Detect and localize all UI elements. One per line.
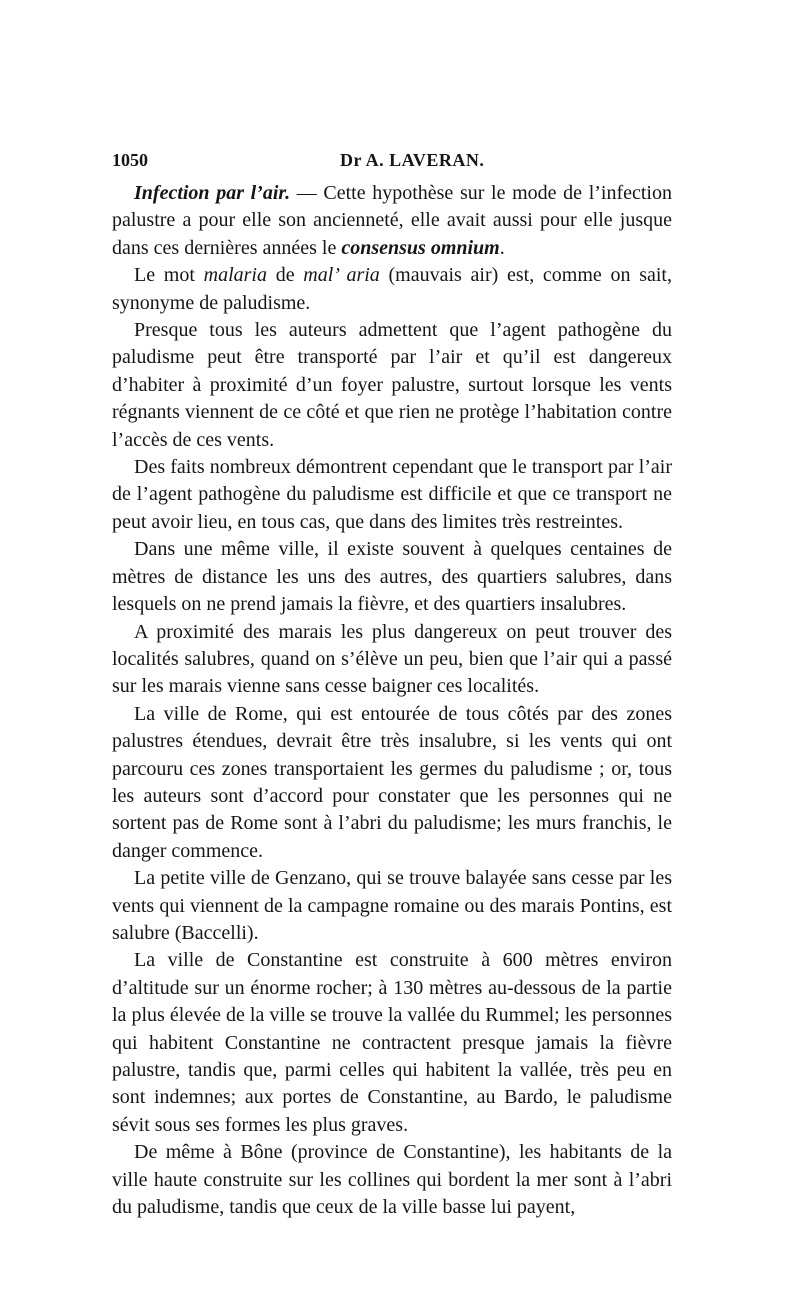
- paragraph: A proximité des marais les plus dangereux on peut trouver des localités salubres, quand on s’élève un peu, bien que l’air qui a passé sur les marais vienne sans cesse baigner ces localités.: [112, 620, 672, 698]
- paragraph-text: (mauvais air) est, comme on sait, synonyme de paludisme.: [112, 264, 672, 314]
- paragraph-malaria: [112, 262, 672, 317]
- paragraph: La petite ville de Genzano, qui se trouve balayée sans cesse par les vents qui viennent de la campagne romaine ou des marais Pontins, est salubre (Baccelli).: [112, 867, 672, 944]
- page-number: 1050: [112, 150, 148, 170]
- paragraph-text: Le mot: [134, 264, 204, 287]
- running-head: [112, 150, 672, 180]
- paragraph-infection-par-lair: [112, 180, 672, 262]
- term-mal-aria: mal’ aria: [303, 264, 380, 287]
- paragraph-text: de: [266, 264, 304, 287]
- paragraph-tail: .: [499, 236, 505, 259]
- body-text: [112, 180, 672, 1221]
- paragraph: De même à Bône (province de Constantine), les habitants de la ville haute construite sur les collines qui bordent la mer sont à l’abri du paludisme, tandis que ceux de la ville basse lui payent,: [112, 1141, 672, 1219]
- running-title: Dr A. LAVERAN.: [340, 150, 485, 170]
- section-lead: Infection par l’air.: [134, 182, 291, 204]
- paragraph: Presque tous les auteurs admettent que l’agent pathogène du paludisme peut être transporté par l’air et qu’il est dangereux d’habiter à proximité d’un foyer palustre, surtout lorsque les vents régnants viennent de ce côté et que rien ne protège l’habitation contre l’accès de ces vents.: [112, 319, 672, 451]
- book-page: [112, 150, 672, 1221]
- term-malaria: malaria: [203, 264, 267, 287]
- paragraph-text: — Cette hypothèse sur le mode de l’infection palustre a pour elle son ancienneté, elle avait aussi pour elle jusque dans ces dernières années le: [112, 182, 672, 259]
- latin-phrase: consensus omnium: [341, 236, 500, 259]
- paragraph: La ville de Rome, qui est entourée de tous côtés par des zones palustres étendues, devrait être très insalubre, si les vents qui ont parcouru ces zones transportaient les germes du paludisme ; or, tous les auteurs sont d’accord pour constater que les personnes qui ne sortent pas de Rome sont à l’abri du paludisme; les murs franchis, le danger commence.: [112, 702, 672, 862]
- paragraph: La ville de Constantine est construite à 600 mètres environ d’altitude sur un énorme rocher; à 130 mètres au-dessous de la partie la plus élevée de la ville se trouve la vallée du Rummel; les personnes qui habitent Constantine ne contractent presque jamais la fièvre palustre, tandis que, parmi celles qui habitent la vallée, très peu en sont indemnes; aux portes de Constantine, au Bardo, le paludisme sévit sous ses formes les plus graves.: [112, 949, 672, 1136]
- paragraph: Dans une même ville, il existe souvent à quelques centaines de mètres de distance les uns des autres, des quartiers salubres, dans lesquels on ne prend jamais la fièvre, et des quartiers insalubres.: [112, 538, 672, 616]
- paragraph: Des faits nombreux démontrent cependant que le transport par l’air de l’agent pathogène du paludisme est difficile et que ce transport ne peut avoir lieu, en tous cas, que dans des limites très restreintes.: [112, 456, 672, 533]
